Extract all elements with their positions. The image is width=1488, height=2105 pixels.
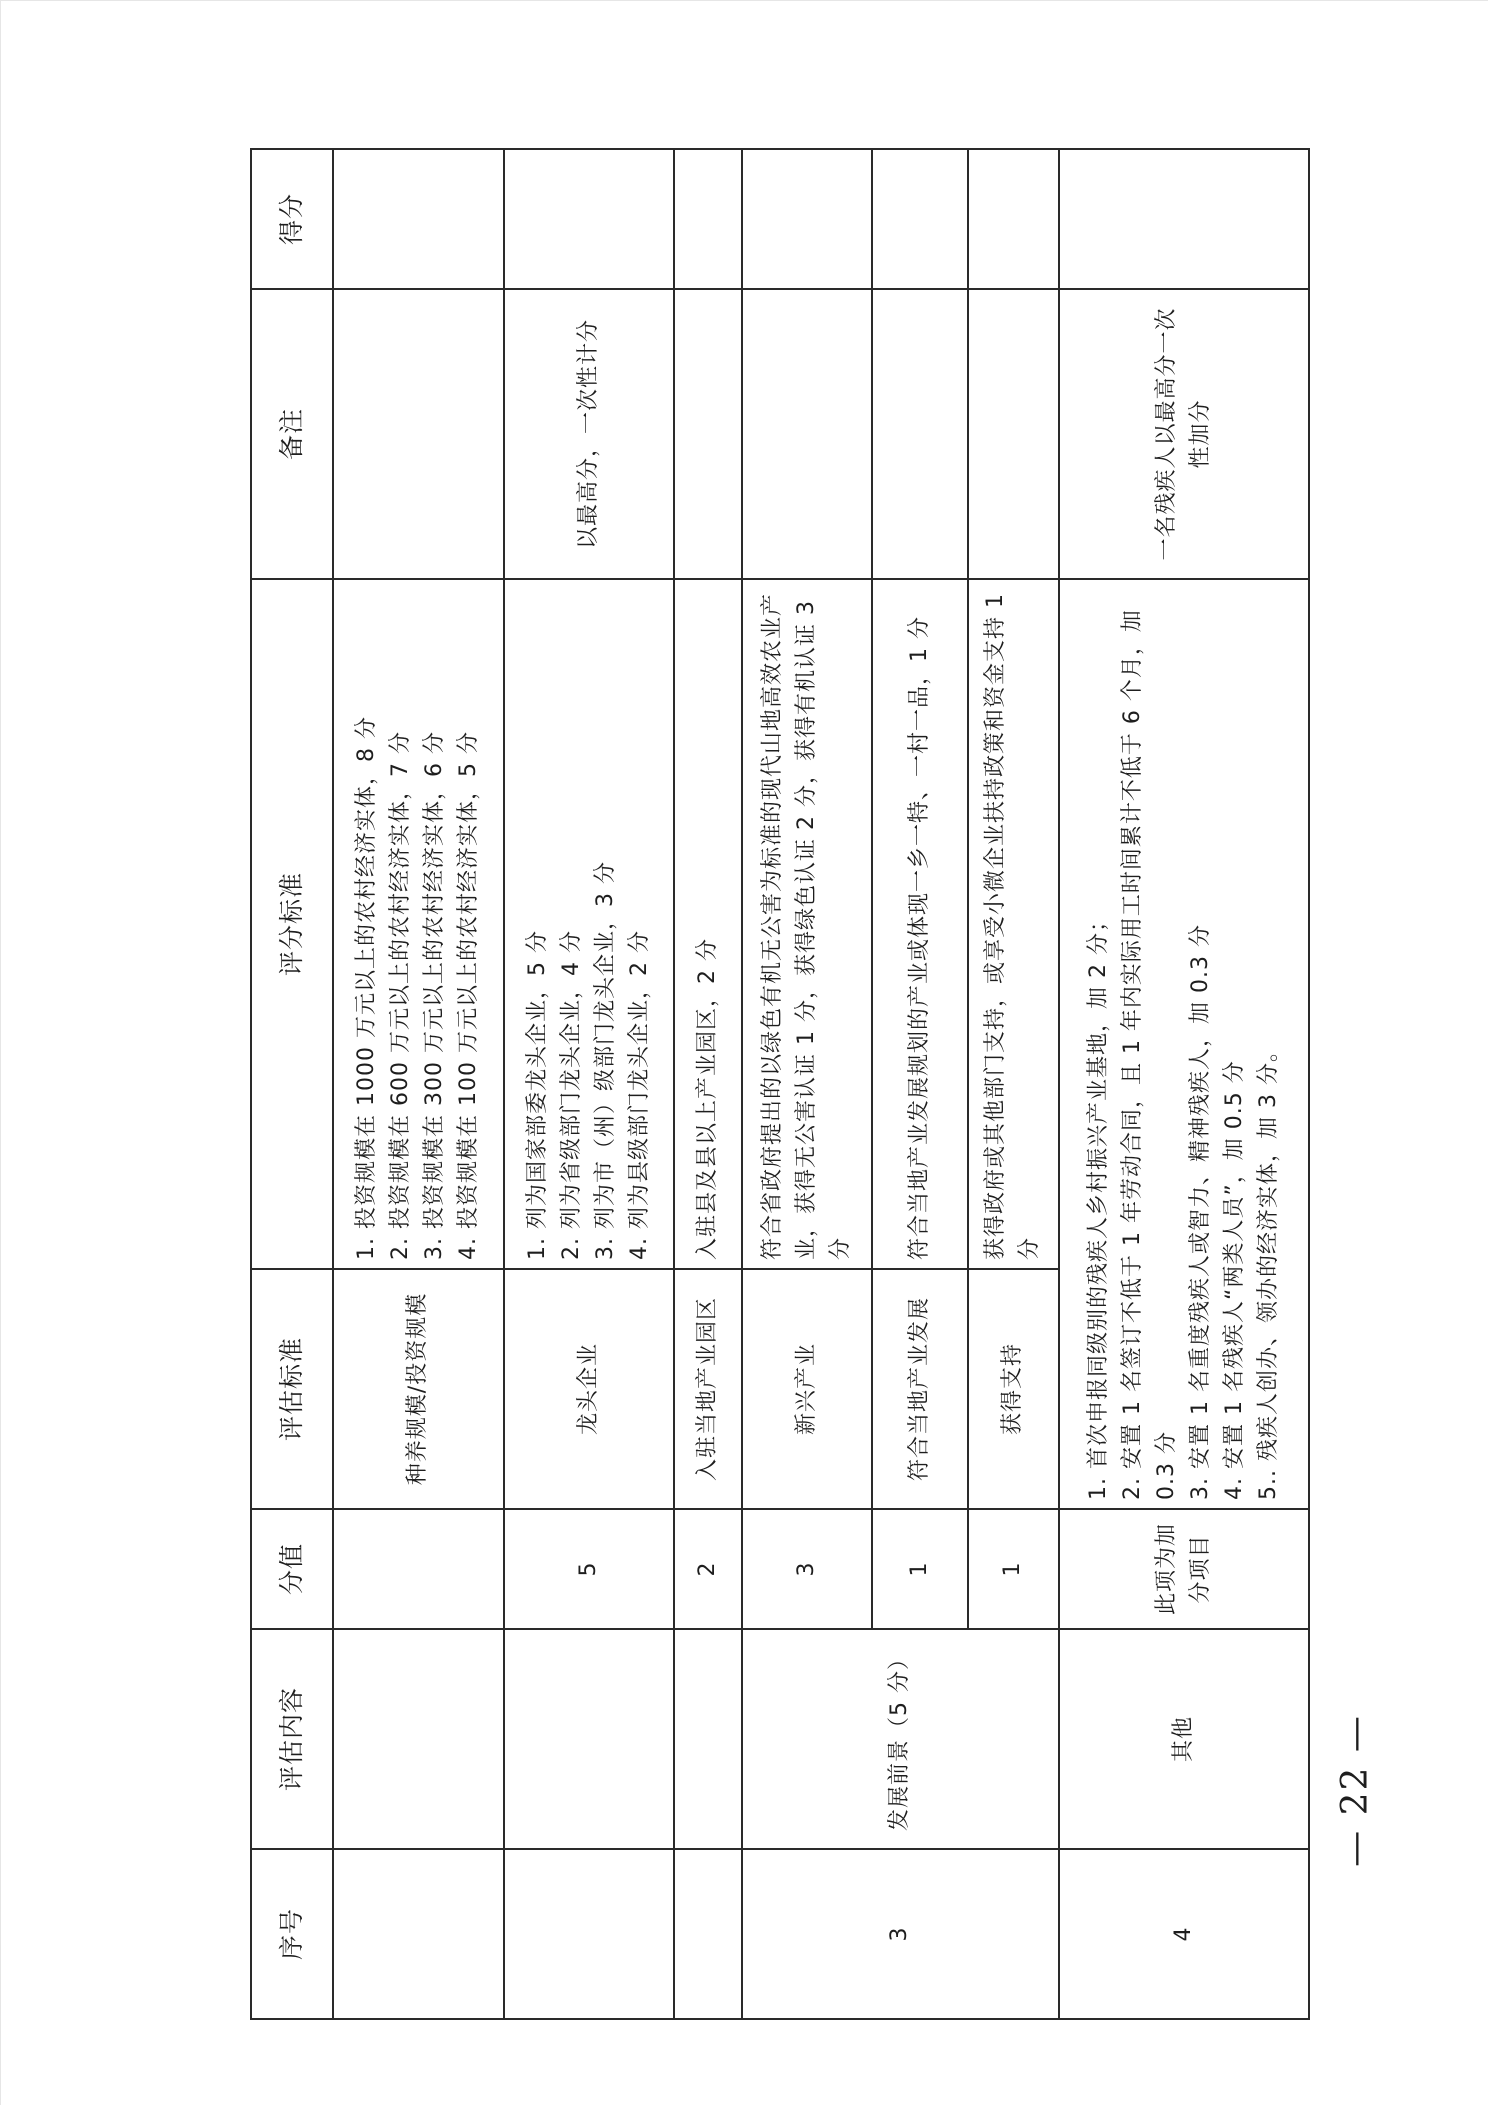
criteria-cell: 符合当地产业发展 [872,1269,968,1509]
criteria-cell: 种养规模/投资规模 [333,1269,504,1509]
note-cell: 一名残疾人以最高分一次性加分 [1059,289,1309,579]
content-cell [504,1629,675,1849]
score-cell [333,1509,504,1629]
standard-cell [504,579,675,1269]
bonus-item: 4. 安置 1 名残疾人“两类人员”，加 0.5 分 [1222,1060,1248,1500]
table-row [504,149,675,2019]
content-cell: 其他 [1059,1629,1309,1849]
evaluation-table [250,148,1310,2020]
result-cell [742,149,873,289]
result-cell [333,149,504,289]
standard-line: 2. 列为省级部门龙头企业，4 分 [558,930,584,1260]
header-seq: 序号 [251,1849,333,2019]
standard-cell [333,579,504,1269]
result-cell [674,149,742,289]
standard-line: 4. 投资规模在 100 万元以上的农村经济实体，5 分 [456,731,482,1260]
standard-cell: 符合省政府提出的以绿色有机无公害为标准的现代山地高效农业产业，获得无公害认证 1 分，获得绿色认证 2 分，获得有机认证 3 分 [742,579,873,1269]
header-content: 评估内容 [251,1629,333,1849]
result-cell [504,149,675,289]
standard-line: 1. 投资规模在 1000 万元以上的农村经济实体，8 分 [354,716,380,1260]
header-note: 备注 [251,289,333,579]
table-row [674,149,742,2019]
bonus-item: 5.. 残疾人创办、领办的经济实体，加 3 分。 [1256,1039,1282,1500]
note-cell [742,289,873,579]
page-number-text: — 22 — [1334,1713,1376,1867]
criteria-cell: 新兴产业 [742,1269,873,1509]
standard-line: 3. 投资规模在 300 万元以上的农村经济实体，6 分 [422,731,448,1260]
note-cell: 以最高分，一次性计分 [504,289,675,579]
seq-cell [504,1849,675,2019]
result-cell [1059,149,1309,289]
bonus-item: 2. 安置 1 名签订不低于 1 年劳动合同，且 1 年内实际用工时间累计不低于 6 个月，加 0.3 分 [1119,609,1179,1500]
table-row [1059,149,1309,2019]
bonus-item: 1. 首次申报同级别的残疾人乡村振兴产业基地，加 2 分； [1085,909,1111,1500]
note-cell [872,289,968,579]
criteria-cell: 入驻当地产业园区 [674,1269,742,1509]
seq-cell: 4 [1059,1849,1309,2019]
seq-cell [333,1849,504,2019]
standard-cell: 获得政府或其他部门支持，或享受小微企业扶持政策和资金支持 1 分 [968,579,1059,1269]
score-cell: 3 [742,1509,873,1629]
criteria-cell: 龙头企业 [504,1269,675,1509]
score-cell: 5 [504,1509,675,1629]
seq-cell: 3 [742,1849,1059,2019]
header-result: 得分 [251,149,333,289]
score-cell: 2 [674,1509,742,1629]
standard-cell: 入驻县及县以上产业园区，2 分 [674,579,742,1269]
page-number [1325,1700,1385,1880]
standard-cell: 符合当地产业发展规划的产业或体现一乡一特、一村一品，1 分 [872,579,968,1269]
table-row [333,149,504,2019]
table-header-row [251,149,333,2019]
note-cell [333,289,504,579]
result-cell [872,149,968,289]
standard-line: 3. 列为市（州）级部门龙头企业，3 分 [592,861,618,1260]
seq-cell [674,1849,742,2019]
bonus-items-cell [1059,579,1309,1509]
bonus-item: 3. 安置 1 名重度残疾人或智力、精神残疾人，加 0.3 分 [1187,924,1213,1500]
table-row [742,149,873,2019]
content-cell: 发展前景（5 分） [742,1629,1059,1849]
header-score: 分值 [251,1509,333,1629]
standard-line: 1. 列为国家部委龙头企业，5 分 [524,930,550,1260]
header-criteria: 评估标准 [251,1269,333,1509]
content-cell [674,1629,742,1849]
note-cell [968,289,1059,579]
evaluation-table-wrapper [250,150,1310,2020]
note-cell [674,289,742,579]
standard-line: 4. 列为县级部门龙头企业，2 分 [626,930,652,1260]
standard-line: 2. 投资规模在 600 万元以上的农村经济实体，7 分 [388,731,414,1260]
result-cell [968,149,1059,289]
score-cell: 1 [968,1509,1059,1629]
header-scoring-standard: 评分标准 [251,579,333,1269]
score-cell: 1 [872,1509,968,1629]
score-cell: 此项为加分项目 [1059,1509,1309,1629]
content-cell [333,1629,504,1849]
criteria-cell: 获得支持 [968,1269,1059,1509]
